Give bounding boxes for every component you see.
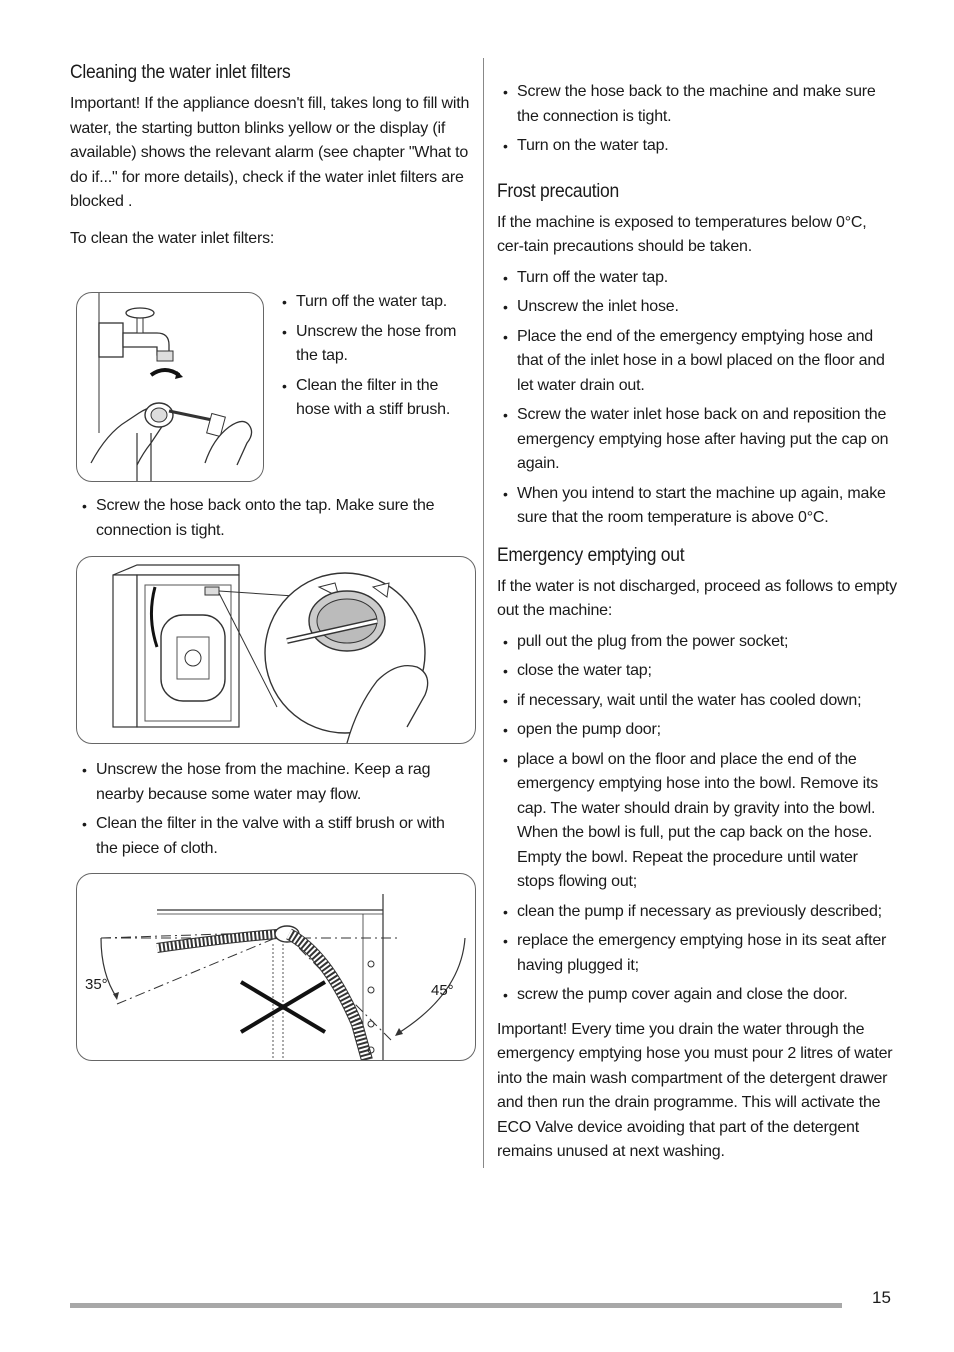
important-note-inlet [70,92,470,215]
list-item: • Unscrew the inlet hose. [497,295,897,320]
section-heading-frost: Frost precaution [497,180,619,202]
angle-label-left: 35° [85,976,108,993]
intro-text: To clean the water inlet filters: [70,229,275,247]
left-column [70,62,470,263]
top-steps-list [497,80,897,159]
hose-angle-illustration [77,874,475,1060]
list-item: • Turn off the water tap. [497,266,897,291]
list-item: • Unscrew the hose from the tap. [276,320,466,369]
list-item: • Screw the hose back to the machine and make sure the connection is tight. [497,80,897,129]
tap-steps-list [276,290,466,423]
important-label: Important! [497,1020,568,1038]
list-item: • Screw the water inlet hose back on and reposition the emergency emptying hose after having put the cap on again. [497,403,897,477]
eco-valve-label: ECO Valve [497,1118,574,1136]
machine-steps-block [76,758,470,871]
page-number: 15 [872,1288,891,1307]
important-label: Important! [70,95,141,112]
machine-steps-list [76,758,470,861]
list-item: • clean the pump if necessary as previously described; [497,900,897,925]
frost-steps-list [497,266,897,531]
figure-tap-filter [76,292,264,482]
figure-hose-angles [76,873,476,1061]
important-text-part-2: device avoiding that part of the detergent remains unused at next washing. [497,1118,859,1160]
tap-steps-block [276,290,466,433]
tap-illustration [77,293,263,481]
list-item: • Screw the hose back onto the tap. Make sure the connection is tight. [76,494,470,543]
frost-intro: If the machine is exposed to temperatures below 0°C, cer-tain precautions should be taken. [497,213,867,255]
screw-back-tap-list [76,494,470,543]
emergency-intro: If the water is not discharged, proceed as follows to empty out the machine: [497,577,897,619]
list-item: • Clean the filter in the hose with a stiff brush. [276,374,466,423]
list-item: • Place the end of the emergency emptying hose and that of the inlet hose in a bowl placed on the floor and let water drain out. [497,325,897,399]
screw-back-tap-block [76,494,470,553]
list-item: • Turn off the water tap. [276,290,466,315]
list-item: • screw the pump cover again and close the door. [497,983,897,1008]
figure-machine-filter [76,556,476,744]
section-heading-emergency: Emergency emptying out [497,544,685,566]
angle-label-right: 45° [431,982,454,999]
list-item: • Turn on the water tap. [497,134,897,159]
important-note-drain [497,1018,897,1165]
emergency-steps-list [497,630,897,1008]
list-item: • When you intend to start the machine up again, make sure that the room temperature is above 0°C. [497,482,897,531]
right-column [497,80,897,1177]
important-text-part-1: Every time you drain the water through the emergency emptying hose you must pour 2 litres of water into the main wash compartment of the detergent drawer and then run the drain programme. This will activate the [497,1020,893,1111]
section-heading-inlet-filters: Cleaning the water inlet filters [70,62,291,83]
list-item: • place a bowl on the floor and place the end of the emergency emptying hose into the bowl. Remove its cap. The water should drain by gravity into the bowl. When the bowl is full, put the cap back on the hose. Empty the bowl. Repeat the procedure until water stops flowing out; [497,748,897,895]
list-item: • pull out the plug from the power socket; [497,630,897,655]
list-item: • close the water tap; [497,659,897,684]
list-item: • replace the emergency emptying hose in its seat after having plugged it; [497,929,897,978]
important-text: If the appliance doesn't fill, takes long to fill with water, the starting button blinks yellow or the display (if available) shows the relevant alarm (see chapter "What to do if..." for more details), check if the water inlet filters are blocked . [70,95,470,210]
footer-rule [70,1303,842,1308]
list-item: • Clean the filter in the valve with a stiff brush or with the piece of cloth. [76,812,470,861]
list-item: • if necessary, wait until the water has cooled down; [497,689,897,714]
list-item: • Unscrew the hose from the machine. Keep a rag nearby because some water may flow. [76,758,470,807]
list-item: • open the pump door; [497,718,897,743]
column-divider [483,58,484,1168]
machine-filter-illustration [77,557,475,743]
